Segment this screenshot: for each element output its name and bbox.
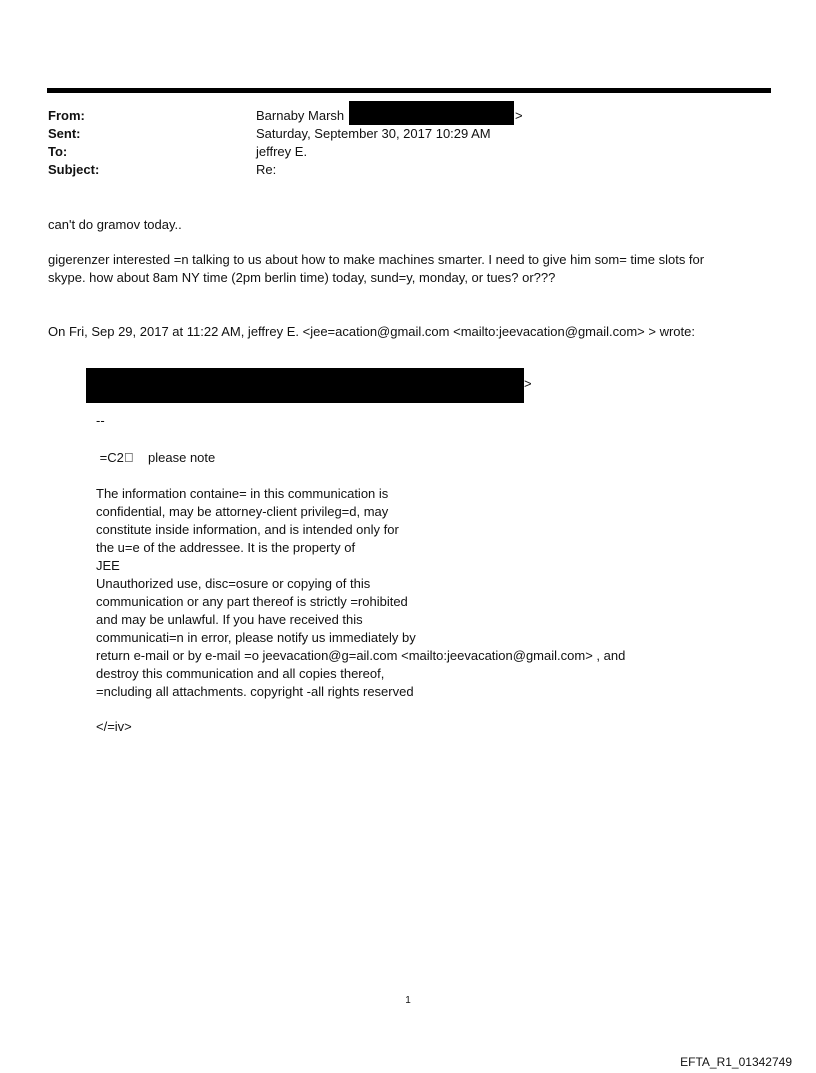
header-rule: [47, 88, 771, 93]
body-line-1: can't do gramov today..: [48, 217, 182, 232]
sent-value: Saturday, September 30, 2017 10:29 AM: [256, 126, 491, 141]
subject-value: Re:: [256, 162, 277, 177]
confidentiality-disclaimer: The information containe= in this communication is confidential, may be attorney-client privileg=d, may constitute inside information, and is intended only for the u=e of the addressee. It is the property of JEE Unauthorized use, disc=osure or copying of this communication or any part thereof is strictly =rohibited and may be unlawful. If you have received this communicati=n in error, please notify us immediately by return e-mail or by e-mail =o jeevacation@g=ail.com <mailto:jeevacation@gmail.com> , and destroy this communication and all copies thereof, =ncluding all attachments. copyright -all rights reserved: [96, 486, 626, 699]
subject-label: Subject:: [48, 162, 100, 177]
to-label: To:: [48, 144, 68, 159]
to-value: jeffrey E.: [256, 144, 308, 159]
page-number: 1: [405, 995, 411, 1006]
sent-row: [48, 125, 491, 143]
quoted-redaction: [86, 368, 524, 403]
subject-row: [48, 161, 276, 179]
from-suffix: >: [515, 108, 523, 123]
quoted-redaction-suffix: >: [524, 376, 532, 391]
document-id: EFTA_R1_01342749: [680, 1055, 792, 1069]
to-row: [48, 143, 307, 161]
from-redaction: [349, 101, 514, 125]
signature-dashes: --: [96, 413, 105, 428]
body-paragraph-2: gigerenzer interested =n talking to us about how to make machines smarter. I need to give him som= time slots for skype. how about 8am NY time (2pm berlin time) today, sund=y, monday, or tues? or???: [48, 252, 705, 285]
from-value: Barnaby Marsh: [256, 108, 345, 123]
quote-intro: On Fri, Sep 29, 2017 at 11:22 AM, jeffrey E. <jee=acation@gmail.com <mailto:jeevacation@gmail.com> > wrote:: [48, 324, 695, 339]
please-note-line: =C2  please note: [96, 450, 216, 465]
closing-tag: </=iv>: [96, 719, 132, 734]
sent-label: Sent:: [48, 126, 81, 141]
from-row: [48, 107, 344, 125]
from-label: From:: [48, 108, 85, 123]
